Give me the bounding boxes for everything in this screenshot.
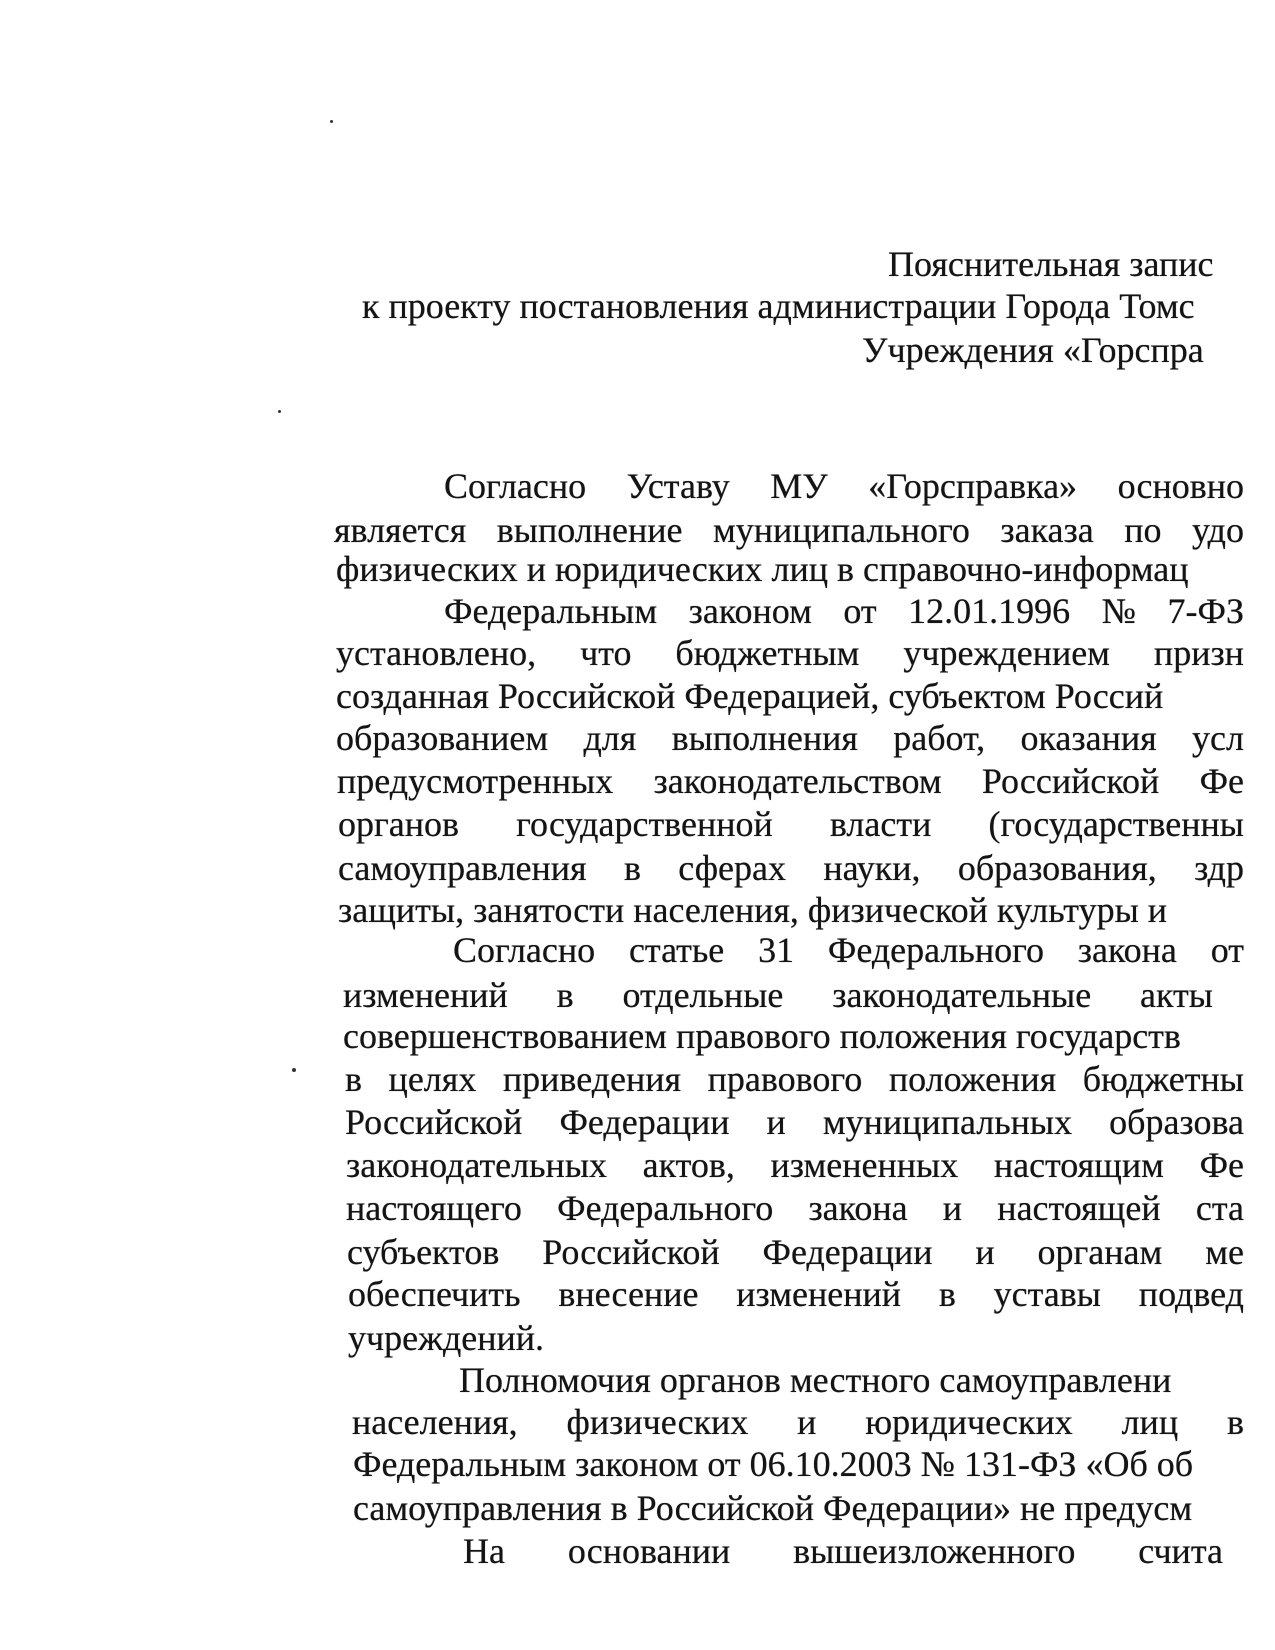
word: подвед [1138,1274,1244,1314]
word: приведения [502,1059,682,1099]
word: Уставу [626,466,730,506]
body-line [463,1531,1223,1571]
word: Фе [1199,761,1244,801]
body-line: Федеральным законом от 06.10.2003 № 131-ФЗ «Об об [353,1444,1194,1484]
word: юридических [865,1402,1073,1442]
body-line [336,633,1244,673]
word: Федерального [557,1188,774,1228]
body-line [444,466,1244,506]
word: «Горсправка» [868,466,1078,506]
word: правового [707,1059,863,1099]
word: Согласно [453,930,596,970]
word: в [623,848,641,888]
body-line [352,1402,1244,1442]
word: работ, [893,718,986,758]
word: в [938,1274,956,1314]
body-line [336,718,1244,758]
word: установлено, [336,633,537,673]
word: 7-ФЗ [1167,591,1244,631]
word: в [556,975,574,1015]
word: закона [1077,930,1177,970]
title-line: к проекту постановления администрации Города Томс [362,286,1195,326]
word: настоящего [346,1188,522,1228]
body-line: созданная Российской Федерацией, субъектом Россий [336,676,1164,716]
word: На [463,1531,505,1571]
body-line [347,1232,1244,1272]
word: удо [1191,510,1244,550]
word: Российской [542,1232,720,1272]
word: власти [829,804,932,844]
word: государственной [516,804,773,844]
word: Фе [1199,1145,1244,1185]
body-line: Полномочия органов местного самоуправлени [459,1360,1172,1400]
word: науки, [823,848,921,888]
word: в [1226,1402,1244,1442]
body-line [346,1188,1244,1228]
word: и [942,1188,963,1228]
word: населения, [352,1402,518,1442]
word: внесение [558,1274,699,1314]
word: основании [567,1531,731,1571]
word: закона [808,1188,908,1228]
word: для [583,718,637,758]
word: сферах [678,848,786,888]
scan-speck [278,410,281,413]
word: МУ [770,466,828,506]
body-line: самоуправления в Российской Федерации» не предусм [353,1488,1193,1528]
word: и [797,1402,817,1442]
body-line: учреждений. [348,1318,545,1358]
word: законодательные [832,975,1092,1015]
body-line [334,510,1244,550]
word: 12.01.1996 [908,591,1071,631]
word: Российской [981,761,1160,801]
body-line: совершенствованием правового положения государств [343,1016,1181,1056]
word: в [345,1059,362,1099]
word: № [1101,591,1137,631]
body-line [444,591,1244,631]
word: от [843,591,877,631]
word: счита [1138,1531,1223,1571]
word: заказа [1000,510,1094,550]
body-line: физических и юридических лиц в справочно-информац [336,549,1189,589]
word: законом [688,591,812,631]
word: оказания [1020,718,1157,758]
body-line [346,1145,1244,1185]
title-line: Учреждения «Горспра [862,330,1204,370]
word: Федеральным [444,591,658,631]
word: (государственны [988,804,1244,844]
word: органам [1037,1232,1163,1272]
word: является [334,510,467,550]
word: вышеизложенного [793,1531,1076,1571]
body-line [345,1102,1244,1142]
word: выполнения [671,718,858,758]
word: физических [566,1402,749,1442]
word: здр [1194,848,1244,888]
word: изменений [343,975,508,1015]
word: 31 [758,930,795,970]
word: самоуправления [338,848,587,888]
word: Федерального [827,930,1044,970]
word: выполнение [496,510,683,550]
word: бюджетны [1082,1059,1244,1099]
word: законодательством [653,761,942,801]
word: и [975,1232,995,1272]
body-line [343,975,1213,1015]
word: субъектов [347,1232,500,1272]
word: образова [1109,1102,1244,1142]
word: Федерации [762,1232,933,1272]
word: муниципальных [822,1102,1073,1142]
word: и [766,1102,786,1142]
word: уставы [993,1274,1101,1314]
word: предусмотренных [337,761,614,801]
word: образования, [957,848,1157,888]
word: Федерации [559,1102,730,1142]
body-line: защиты, занятости населения, физической культуры и [338,890,1168,930]
word: органов [338,804,460,844]
scan-speck [330,120,333,123]
word: статье [628,930,725,970]
word: бюджетным [675,633,860,673]
word: законодательных [346,1145,607,1185]
word: измененных [770,1145,959,1185]
word: Согласно [444,466,587,506]
title-line: Пояснительная запис [888,244,1214,284]
word: усл [1192,718,1244,758]
word: актов, [642,1145,735,1185]
word: настоящей [997,1188,1161,1228]
word: положения [888,1059,1057,1099]
word: целях [388,1059,477,1099]
word: изменений [736,1274,902,1314]
body-line [345,1059,1244,1099]
word: основно [1117,466,1244,506]
body-line [338,848,1244,888]
word: Российской [345,1102,523,1142]
word: ста [1195,1188,1244,1228]
word: акты [1140,975,1213,1015]
body-line [453,930,1244,970]
word: обеспечить [348,1274,521,1314]
body-line [338,804,1244,844]
scan-speck [292,1068,296,1072]
word: настоящим [993,1145,1164,1185]
body-line [337,761,1244,801]
word: призн [1153,633,1244,673]
word: что [580,633,632,673]
word: муниципального [712,510,970,550]
word: от [1210,930,1244,970]
word: образованием [336,718,549,758]
word: лиц [1121,1402,1179,1442]
word: ме [1205,1232,1244,1272]
word: учреждением [903,633,1110,673]
word: по [1124,510,1162,550]
body-line [348,1274,1244,1314]
word: отдельные [622,975,784,1015]
